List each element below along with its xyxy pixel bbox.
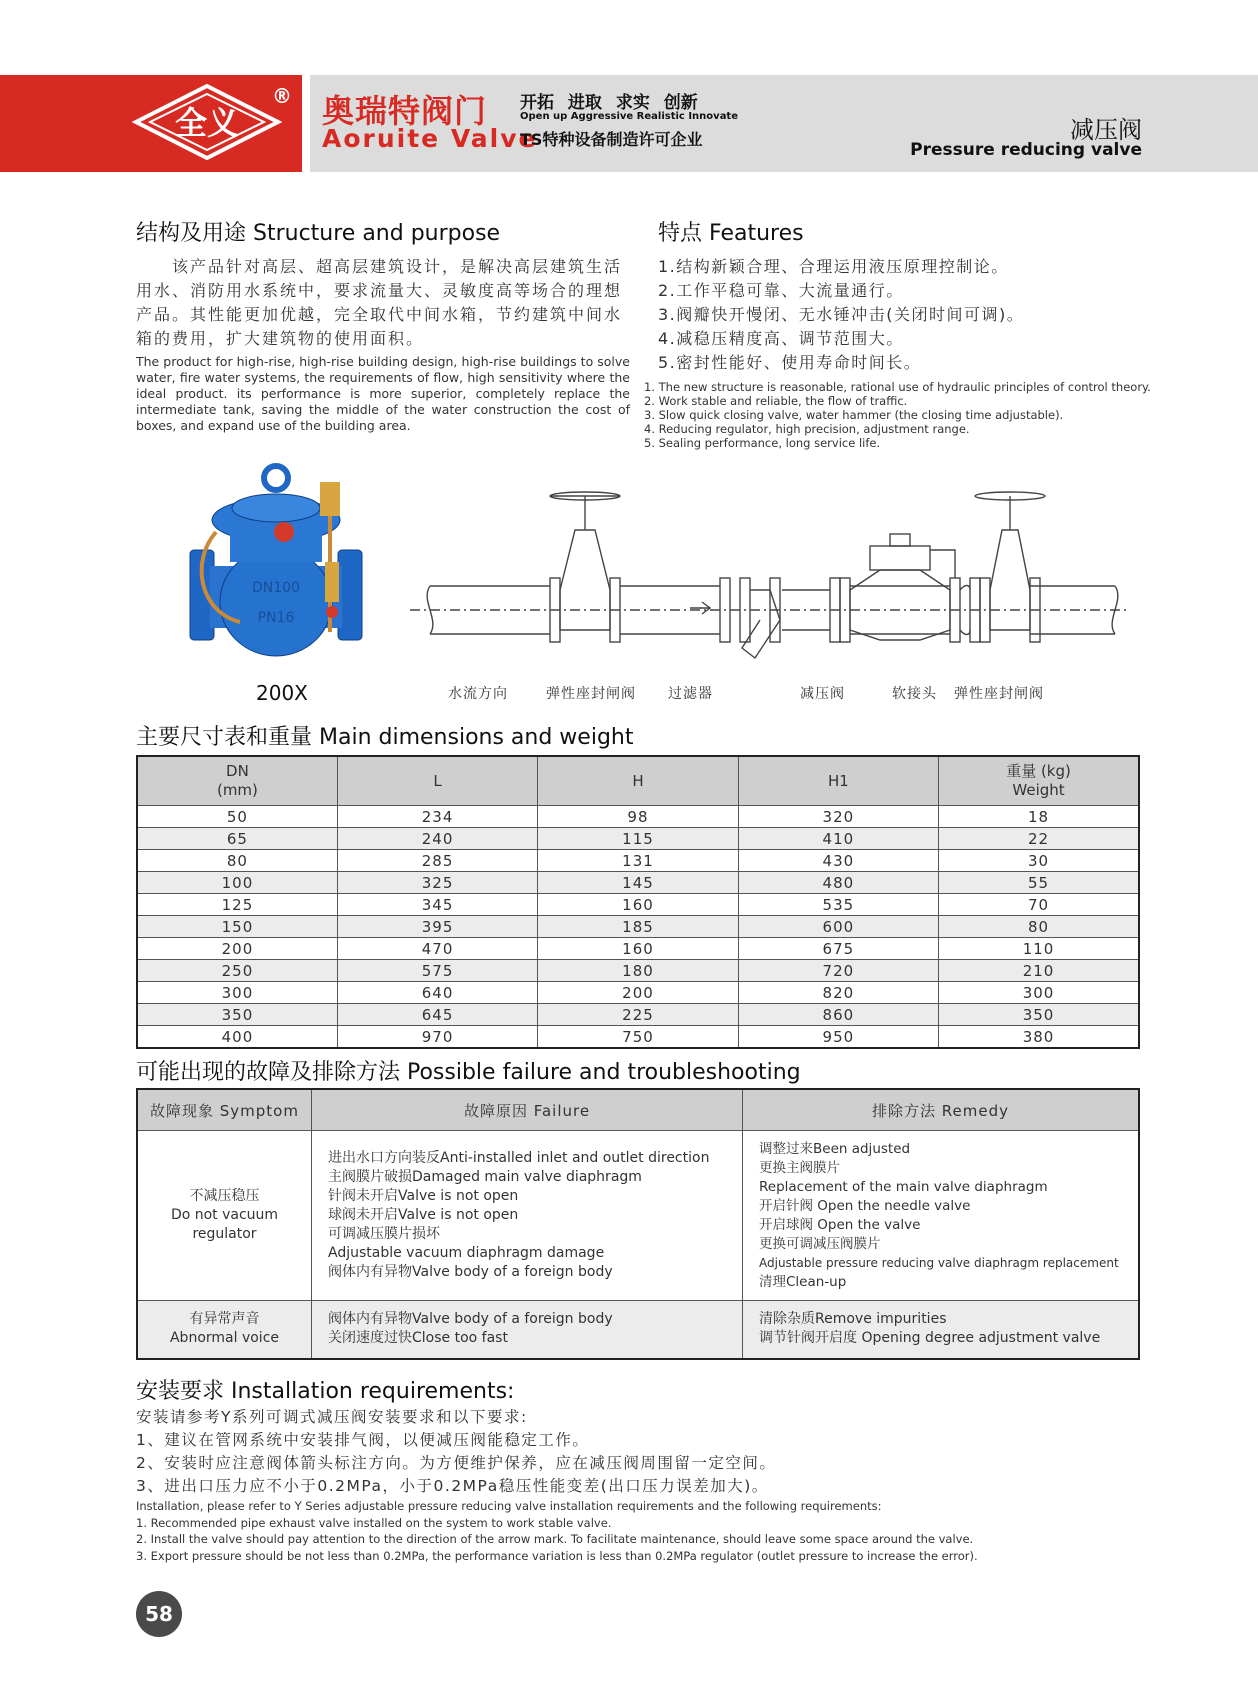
table-cell: 750 bbox=[538, 1026, 738, 1049]
table-cell: 115 bbox=[538, 828, 738, 850]
table-cell: 30 bbox=[939, 850, 1139, 872]
cell-line: 针阀未开启Valve is not open bbox=[328, 1188, 519, 1204]
feature-item-en: 3. Slow quick closing valve, water hammer (the closing time adjustable). bbox=[644, 408, 1064, 422]
column-header-h1: H1 bbox=[738, 756, 938, 806]
feature-item-en: 2. Work stable and reliable, the flow of traffic. bbox=[644, 394, 908, 408]
feature-item-cn: 4.减稳压精度高、调节范围大。 bbox=[658, 329, 904, 348]
table-cell: 970 bbox=[337, 1026, 537, 1049]
structure-heading: 结构及用途 Structure and purpose bbox=[136, 221, 501, 246]
troubleshooting-table bbox=[136, 1088, 1140, 1360]
structure-text-cn: 该产品针对高层、超高层建筑设计，是解决高层建筑生活用水、消防用水系统中，要求流量大、灵敏度高等场合的理想产品。其性能更加优越，完全取代中间水箱，节约建筑中间水箱的费用，扩大建筑物的使用面积。 bbox=[136, 257, 623, 348]
table-row bbox=[137, 894, 1139, 916]
cell-line: 清除杂质Remove impurities bbox=[759, 1311, 947, 1328]
table-cell: 675 bbox=[738, 938, 938, 960]
symptom-cell bbox=[137, 1301, 312, 1359]
valve-casting-dn: DN100 bbox=[252, 580, 300, 596]
installation-list-en bbox=[136, 1498, 1246, 1564]
table-cell: 345 bbox=[337, 894, 537, 916]
cell-line: Abnormal voice bbox=[169, 1330, 280, 1347]
slogan-ts: TS特种设备制造许可企业 bbox=[520, 130, 703, 149]
table-cell: 100 bbox=[137, 872, 337, 894]
table-cell: 80 bbox=[137, 850, 337, 872]
table-cell: 600 bbox=[738, 916, 938, 938]
column-header-remedy: 排除方法 Remedy bbox=[743, 1089, 1140, 1131]
valve-casting-pn: PN16 bbox=[257, 610, 295, 626]
table-cell: 225 bbox=[538, 1004, 738, 1026]
table-cell: 80 bbox=[939, 916, 1139, 938]
cell-line: 调整过来Been adjusted bbox=[759, 1140, 911, 1157]
table-row bbox=[137, 916, 1139, 938]
cell-line: 可调减压膜片损坏 bbox=[328, 1226, 440, 1242]
table-cell: 145 bbox=[538, 872, 738, 894]
table-cell: 350 bbox=[939, 1004, 1139, 1026]
diagram-label-soft-joint: 软接头 bbox=[892, 686, 937, 702]
diagram-label-flow-direction: 水流方向 bbox=[448, 686, 508, 702]
feature-item-en: 5. Sealing performance, long service life. bbox=[644, 436, 881, 450]
table-cell: 160 bbox=[538, 894, 738, 916]
installation-item-cn: 2、安装时应注意阀体箭头标注方向。为方便维护保养，应在减压阀周围留一定空间。 bbox=[136, 1454, 777, 1472]
column-header-failure: 故障原因 Failure bbox=[312, 1089, 743, 1131]
feature-item-cn: 2.工作平稳可靠、大流量通行。 bbox=[658, 281, 904, 300]
table-header-row bbox=[137, 1089, 1139, 1131]
diagram-label-gate-valve: 弹性座封闸阀 bbox=[546, 686, 636, 702]
failure-cell bbox=[312, 1131, 743, 1301]
valve-product-image bbox=[180, 462, 390, 672]
installation-heading: 安装要求 Installation requirements: bbox=[136, 1379, 515, 1404]
registered-mark: ® bbox=[272, 84, 292, 108]
remedy-cell bbox=[743, 1131, 1140, 1301]
table-cell: 350 bbox=[137, 1004, 337, 1026]
table-cell: 110 bbox=[939, 938, 1139, 960]
logo-text: 全义 bbox=[174, 104, 240, 142]
table-cell: 300 bbox=[137, 982, 337, 1004]
table-cell: 18 bbox=[939, 806, 1139, 828]
feature-item-cn: 1.结构新颖合理、合理运用液压原理控制论。 bbox=[658, 257, 1009, 276]
cell-line: 不减压稳压 bbox=[189, 1188, 260, 1204]
remedy-cell bbox=[743, 1301, 1140, 1359]
product-title-cn: 减压阀 bbox=[1070, 116, 1142, 144]
table-cell: 480 bbox=[738, 872, 938, 894]
failure-cell bbox=[312, 1301, 743, 1359]
table-row bbox=[137, 1301, 1139, 1359]
troubleshooting-heading: 可能出现的故障及排除方法 Possible failure and troubleshooting bbox=[136, 1060, 801, 1085]
feature-item-en: 4. Reducing regulator, high precision, adjustment range. bbox=[644, 422, 970, 436]
installation-item-en: Installation, please refer to Y Series adjustable pressure reducing valve installation requirements and the following requirements: bbox=[136, 1499, 882, 1513]
feature-item-cn: 3.阀瓣快开慢闭、无水锤冲击(关闭时间可调)。 bbox=[658, 305, 1025, 324]
table-cell: 240 bbox=[337, 828, 537, 850]
table-row bbox=[137, 982, 1139, 1004]
cell-line: 更换可调减压阀膜片 bbox=[759, 1235, 881, 1252]
table-cell: 820 bbox=[738, 982, 938, 1004]
cell-line: 开启针阀 Open the needle valve bbox=[759, 1197, 971, 1214]
cell-line: 球阀未开启Valve is not open bbox=[328, 1207, 519, 1223]
table-cell: 860 bbox=[738, 1004, 938, 1026]
table-cell: 645 bbox=[337, 1004, 537, 1026]
installation-item-cn: 1、建议在管网系统中安装排气阀，以便减压阀能稳定工作。 bbox=[136, 1431, 590, 1449]
feature-item-en: 1. The new structure is reasonable, rational use of hydraulic principles of control theory. bbox=[644, 380, 1151, 394]
column-header-weight: 重量 (kg) Weight bbox=[939, 756, 1139, 806]
cell-line: 开启球阀 Open the valve bbox=[759, 1216, 921, 1233]
cell-line: 清理Clean-up bbox=[759, 1273, 847, 1290]
table-cell: 575 bbox=[337, 960, 537, 982]
table-cell: 200 bbox=[137, 938, 337, 960]
brand-name-en: Aoruite Valve bbox=[322, 124, 538, 153]
installation-list-cn bbox=[136, 1406, 776, 1498]
cell-line: 关闭速度过快Close too fast bbox=[328, 1330, 508, 1347]
dimensions-table bbox=[136, 755, 1140, 1049]
table-cell: 410 bbox=[738, 828, 938, 850]
cell-line: 调节针阀开启度 Opening degree adjustment valve bbox=[759, 1330, 1101, 1347]
table-row bbox=[137, 806, 1139, 828]
table-cell: 185 bbox=[538, 916, 738, 938]
installation-item-en: 1. Recommended pipe exhaust valve installed on the system to work stable valve. bbox=[136, 1515, 612, 1530]
valve-model-label: 200X bbox=[256, 681, 308, 705]
table-cell: 320 bbox=[738, 806, 938, 828]
table-cell: 125 bbox=[137, 894, 337, 916]
cell-line: regulator bbox=[192, 1226, 257, 1242]
slogan-en: Open up Aggressive Realistic Innovate bbox=[520, 111, 738, 122]
table-row bbox=[137, 1026, 1139, 1049]
feature-item-cn: 5.密封性能好、使用寿命时间长。 bbox=[658, 353, 922, 372]
brand-name-cn: 奥瑞特阀门 bbox=[322, 92, 488, 130]
table-cell: 160 bbox=[538, 938, 738, 960]
cell-line: Adjustable pressure reducing valve diaphragm replacement bbox=[759, 1255, 1119, 1270]
dimensions-heading: 主要尺寸表和重量 Main dimensions and weight bbox=[136, 725, 634, 750]
table-cell: 395 bbox=[337, 916, 537, 938]
cell-line: Adjustable vacuum diaphragm damage bbox=[328, 1245, 605, 1261]
table-header-row bbox=[137, 756, 1139, 806]
table-cell: 720 bbox=[738, 960, 938, 982]
diagram-label-strainer: 过滤器 bbox=[668, 686, 713, 702]
cell-line: 阀体内有异物Valve body of a foreign body bbox=[328, 1311, 613, 1328]
table-row bbox=[137, 1004, 1139, 1026]
cell-line: 更换主阀膜片 bbox=[759, 1159, 840, 1176]
table-cell: 325 bbox=[337, 872, 537, 894]
cell-line: 阀体内有异物Valve body of a foreign body bbox=[328, 1264, 613, 1280]
table-row bbox=[137, 1131, 1139, 1301]
cell-line: 有异常声音 bbox=[189, 1311, 260, 1328]
table-cell: 380 bbox=[939, 1026, 1139, 1049]
table-cell: 285 bbox=[337, 850, 537, 872]
column-header-l: L bbox=[337, 756, 537, 806]
symptom-cell bbox=[137, 1131, 312, 1301]
table-cell: 50 bbox=[137, 806, 337, 828]
table-cell: 430 bbox=[738, 850, 938, 872]
cell-line: 主阀膜片破损Damaged main valve diaphragm bbox=[328, 1169, 642, 1185]
diagram-label-pressure-reducing-valve: 减压阀 bbox=[800, 686, 845, 702]
installation-item-cn: 3、进出口压力应不小于0.2MPa，小于0.2MPa稳压性能变差(出口压力误差加大)。 bbox=[136, 1477, 769, 1495]
installation-diagram bbox=[410, 490, 1130, 670]
product-title-en: Pressure reducing valve bbox=[910, 140, 1142, 160]
diagram-label-gate-valve-2: 弹性座封闸阀 bbox=[954, 686, 1044, 702]
table-cell: 640 bbox=[337, 982, 537, 1004]
table-cell: 300 bbox=[939, 982, 1139, 1004]
table-row bbox=[137, 850, 1139, 872]
features-list-en bbox=[644, 380, 1244, 450]
column-header-symptom: 故障现象 Symptom bbox=[137, 1089, 312, 1131]
cell-line: Replacement of the main valve diaphragm bbox=[759, 1178, 1048, 1195]
structure-text-en: The product for high-rise, high-rise building design, high-rise buildings to solve water, fire water systems, the requirements of flow, high sensitivity where the ideal product. its performance is more superior, completely replace the intermediate tank, saving the middle of the water construction the cost of boxes, and expand use of the building area. bbox=[136, 354, 630, 433]
column-header-dn: DN (mm) bbox=[137, 756, 337, 806]
company-logo-icon bbox=[132, 82, 282, 162]
installation-item-cn: 安装请参考Y系列可调式减压阀安装要求和以下要求: bbox=[136, 1408, 528, 1426]
table-row bbox=[137, 828, 1139, 850]
table-cell: 65 bbox=[137, 828, 337, 850]
table-cell: 200 bbox=[538, 982, 738, 1004]
table-cell: 55 bbox=[939, 872, 1139, 894]
table-cell: 250 bbox=[137, 960, 337, 982]
features-heading: 特点 Features bbox=[658, 221, 804, 246]
table-cell: 70 bbox=[939, 894, 1139, 916]
table-cell: 950 bbox=[738, 1026, 938, 1049]
table-row bbox=[137, 960, 1139, 982]
table-cell: 131 bbox=[538, 850, 738, 872]
table-cell: 400 bbox=[137, 1026, 337, 1049]
table-cell: 150 bbox=[137, 916, 337, 938]
cell-line: 进出水口方向装反Anti-installed inlet and outlet direction bbox=[328, 1150, 710, 1166]
table-cell: 98 bbox=[538, 806, 738, 828]
column-header-h: H bbox=[538, 756, 738, 806]
installation-item-en: 2. Install the valve should pay attention to the direction of the arrow mark. To facilitate maintenance, should leave some space around the valve. bbox=[136, 1532, 974, 1546]
table-cell: 180 bbox=[538, 960, 738, 982]
slogan-cn: 开拓 进取 求实 创新 bbox=[520, 93, 698, 113]
table-cell: 535 bbox=[738, 894, 938, 916]
table-cell: 22 bbox=[939, 828, 1139, 850]
cell-line: Do not vacuum bbox=[170, 1207, 279, 1223]
table-cell: 210 bbox=[939, 960, 1139, 982]
table-row bbox=[137, 938, 1139, 960]
table-row bbox=[137, 872, 1139, 894]
page-number: 58 bbox=[136, 1591, 182, 1637]
features-list-cn bbox=[658, 255, 1198, 375]
table-cell: 234 bbox=[337, 806, 537, 828]
installation-item-en: 3. Export pressure should be not less than 0.2MPa, the performance variation is less than 0.2MPa regulator (outlet pressure to increase the error). bbox=[136, 1548, 978, 1563]
table-cell: 470 bbox=[337, 938, 537, 960]
